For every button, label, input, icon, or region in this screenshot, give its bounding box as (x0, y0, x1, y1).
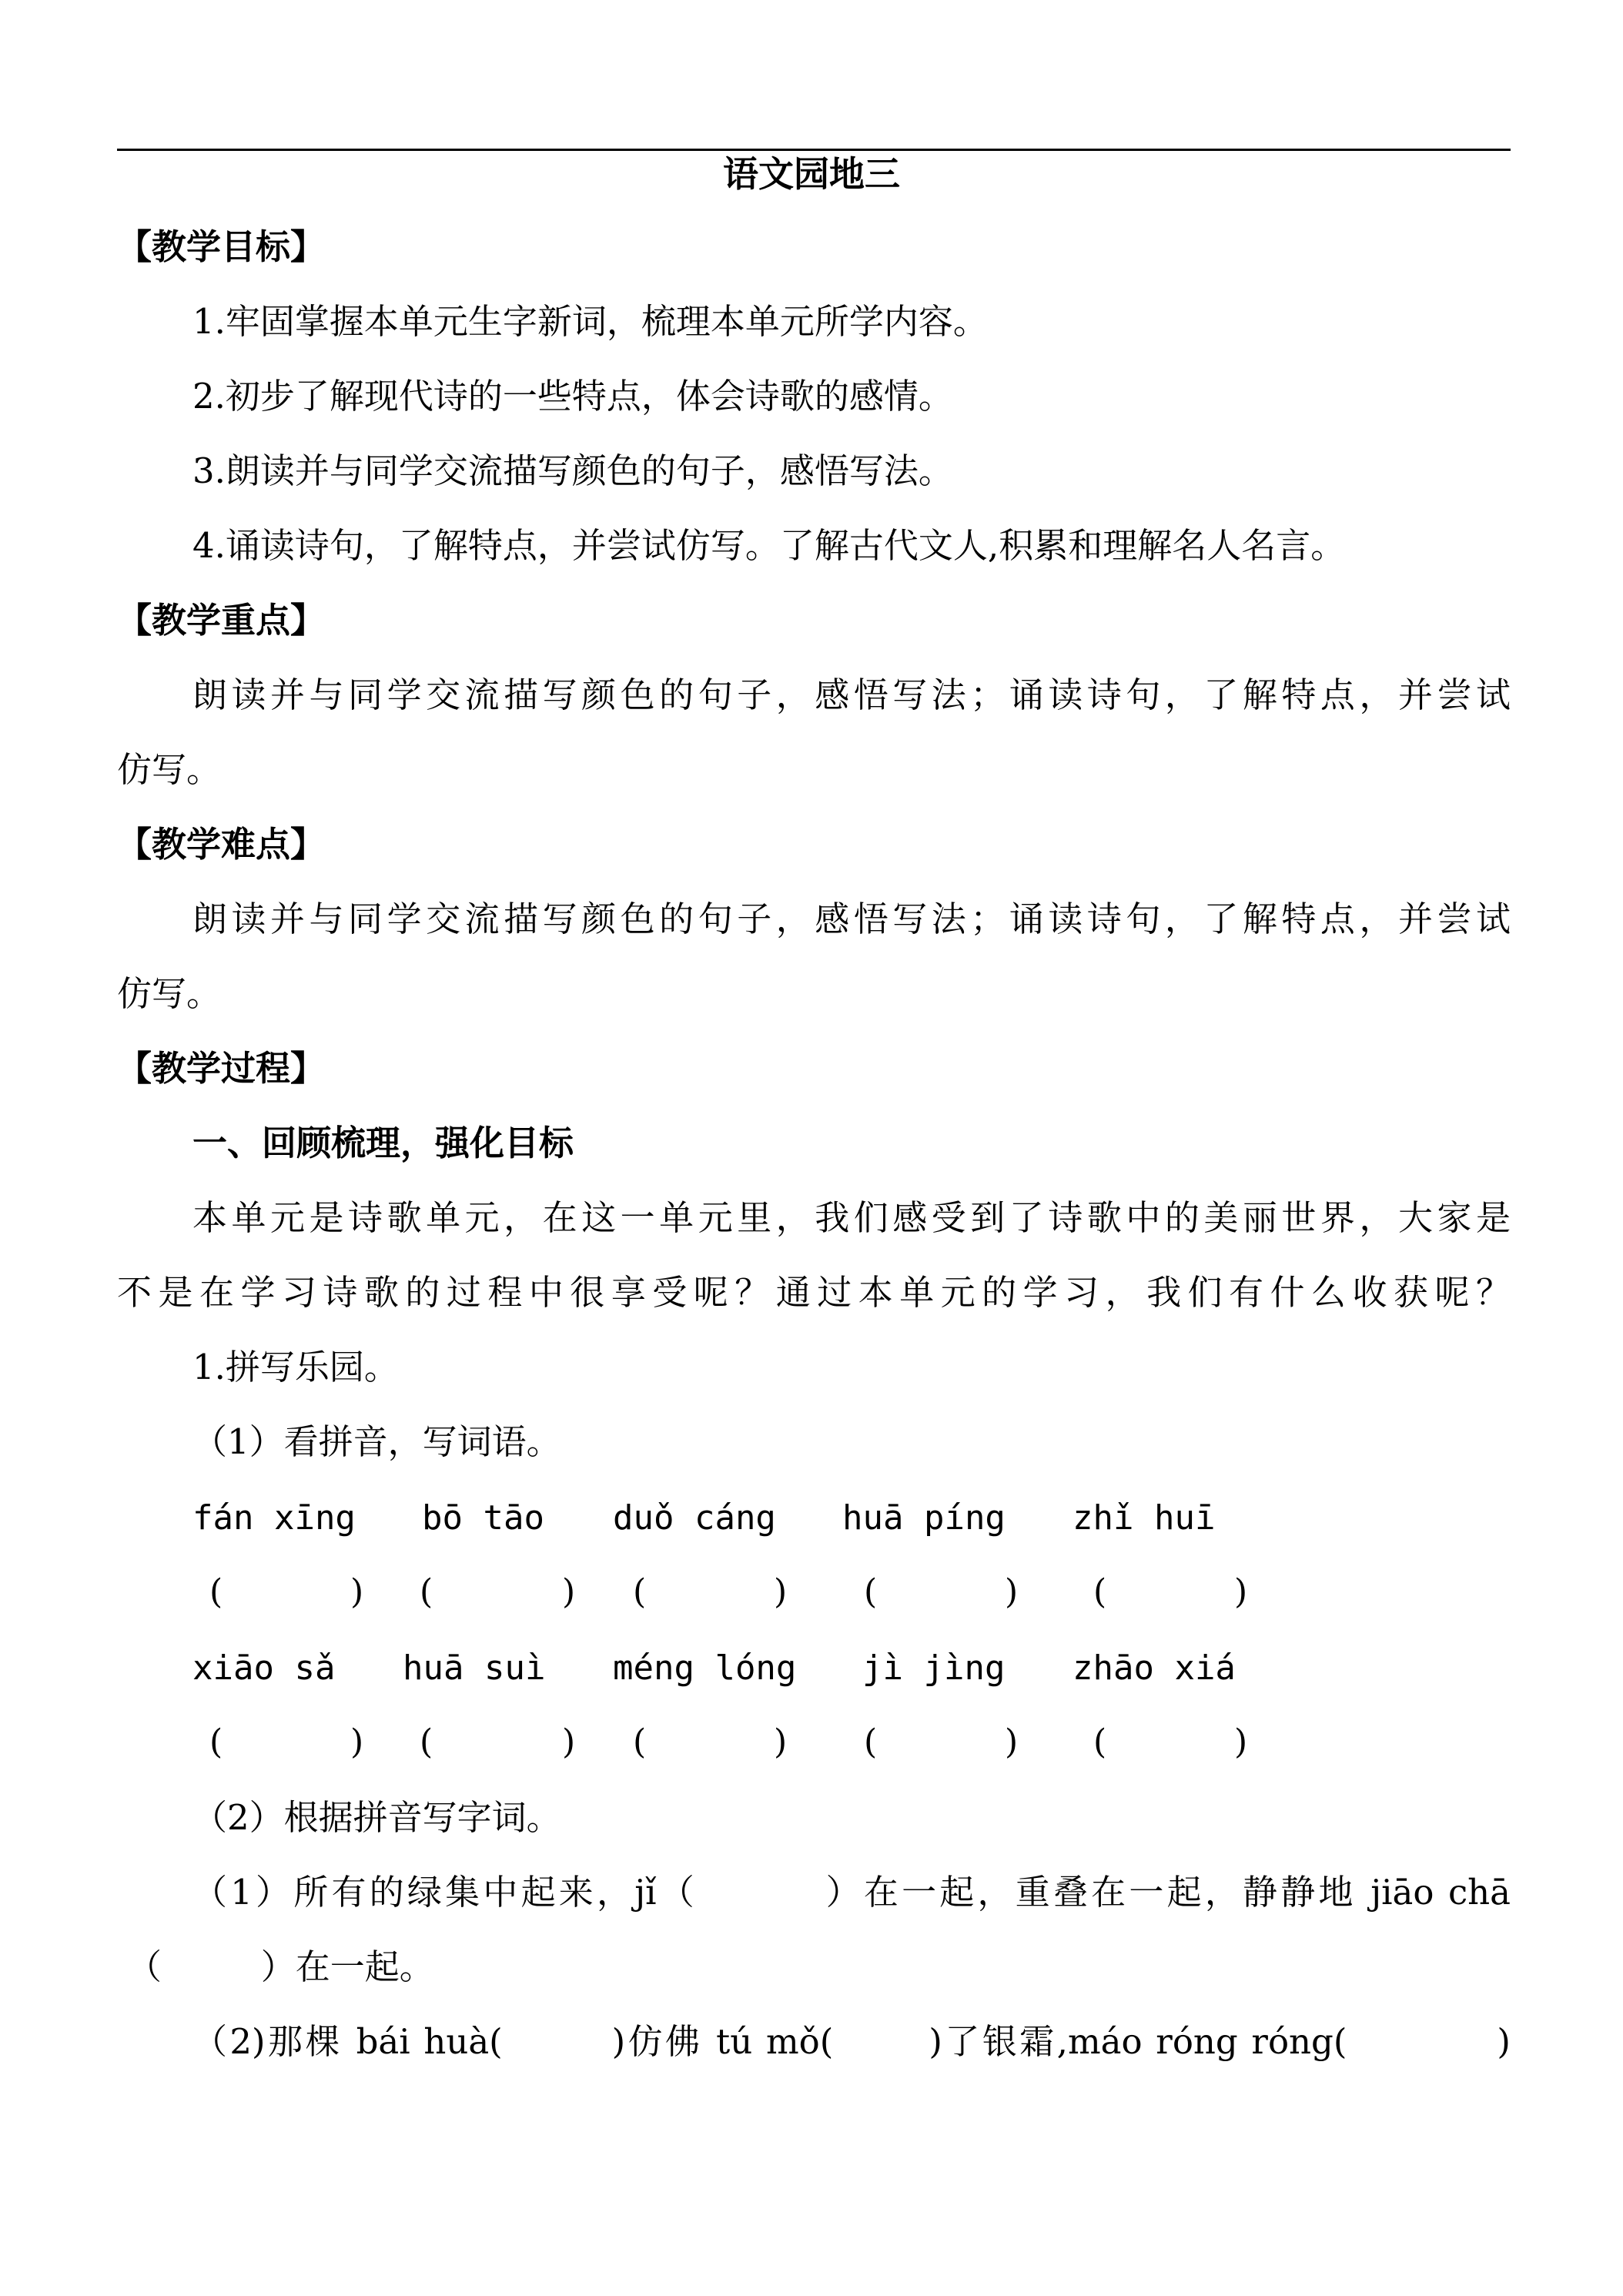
answer-blank-open: ( (209, 1722, 223, 1762)
difficulty-text-line: 朗读并与同学交流描写颜色的句子，感悟写法；诵读诗句，了解特点，并尝试 (192, 899, 1511, 939)
pinyin-word: huā suì (403, 1648, 546, 1688)
goal-item: 4.诵读诗句，了解特点，并尝试仿写。了解古代文人,积累和理解名人名言。 (192, 525, 1346, 566)
answer-blank-close: ) (350, 1572, 364, 1612)
answer-blank-open: ( (209, 1572, 223, 1612)
key-text-line: 仿写。 (117, 749, 222, 790)
answer-blank-close: ) (774, 1722, 788, 1762)
sub2-label: （2）根据拼音写字词。 (192, 1797, 561, 1838)
pinyin-word: zhǐ huī (1073, 1498, 1216, 1538)
intro-line: 不是在学习诗歌的过程中很享受呢？通过本单元的学习，我们有什么收获呢？ (117, 1272, 1511, 1313)
question-line: （2)那棵 bái huà( )仿佛 tú mǒ( )了银霜,máo róng róng( ) (192, 2021, 1511, 2062)
pinyin-word: huā píng (842, 1498, 1006, 1538)
answer-blank-close: ) (1005, 1722, 1019, 1762)
pinyin-word: xiāo sǎ (192, 1648, 336, 1688)
pinyin-word: fán xīng (192, 1498, 356, 1538)
answer-blank-close: ) (350, 1722, 364, 1762)
answer-blank-open: ( (420, 1722, 433, 1762)
section-difficulty-heading: 【教学难点】 (117, 824, 326, 865)
key-text-line: 朗读并与同学交流描写颜色的句子，感悟写法；诵读诗句，了解特点，并尝试 (192, 674, 1511, 715)
goal-item: 3.朗读并与同学交流描写颜色的句子，感悟写法。 (192, 450, 953, 491)
sub1-label: （1）看拼音，写词语。 (192, 1421, 561, 1462)
answer-blank-open: ( (1093, 1572, 1107, 1612)
page-title: 语文园地三 (723, 153, 900, 195)
question-line: （ ）在一起。 (127, 1946, 434, 1987)
answer-blank-open: ( (864, 1572, 878, 1612)
difficulty-text-line: 仿写。 (117, 973, 222, 1014)
pinyin-word: méng lóng (613, 1648, 797, 1688)
section-process-heading: 【教学过程】 (117, 1048, 326, 1089)
answer-blank-open: ( (420, 1572, 433, 1612)
section-goals-heading: 【教学目标】 (117, 226, 326, 267)
answer-blank-close: ) (562, 1722, 576, 1762)
pinyin-word: bō tāo (422, 1498, 544, 1538)
answer-blank-close: ) (1234, 1722, 1248, 1762)
question-line: （1）所有的绿集中起来，jǐ（ ）在一起，重叠在一起，静静地 jiāo chā (192, 1872, 1511, 1913)
goal-item: 2.初步了解现代诗的一些特点，体会诗歌的感情。 (192, 376, 953, 417)
header-rule (117, 149, 1511, 151)
intro-line: 本单元是诗歌单元，在这一单元里，我们感受到了诗歌中的美丽世界，大家是 (192, 1197, 1511, 1238)
answer-blank-open: ( (633, 1572, 647, 1612)
step1-heading: 一、回顾梳理，强化目标 (192, 1123, 574, 1163)
pinyin-word: zhāo xiá (1073, 1648, 1236, 1688)
goal-item: 1.牢固掌握本单元生字新词，梳理本单元所学内容。 (192, 301, 988, 342)
answer-blank-close: ) (774, 1572, 788, 1612)
answer-blank-open: ( (633, 1722, 647, 1762)
item1-label: 1.拼写乐园。 (192, 1347, 399, 1387)
answer-blank-open: ( (1093, 1722, 1107, 1762)
section-key-heading: 【教学重点】 (117, 600, 326, 641)
answer-blank-open: ( (864, 1722, 878, 1762)
pinyin-word: duǒ cáng (613, 1498, 776, 1538)
answer-blank-close: ) (1234, 1572, 1248, 1612)
answer-blank-close: ) (562, 1572, 576, 1612)
answer-blank-close: ) (1005, 1572, 1019, 1612)
pinyin-word: jì jìng (862, 1648, 1006, 1688)
